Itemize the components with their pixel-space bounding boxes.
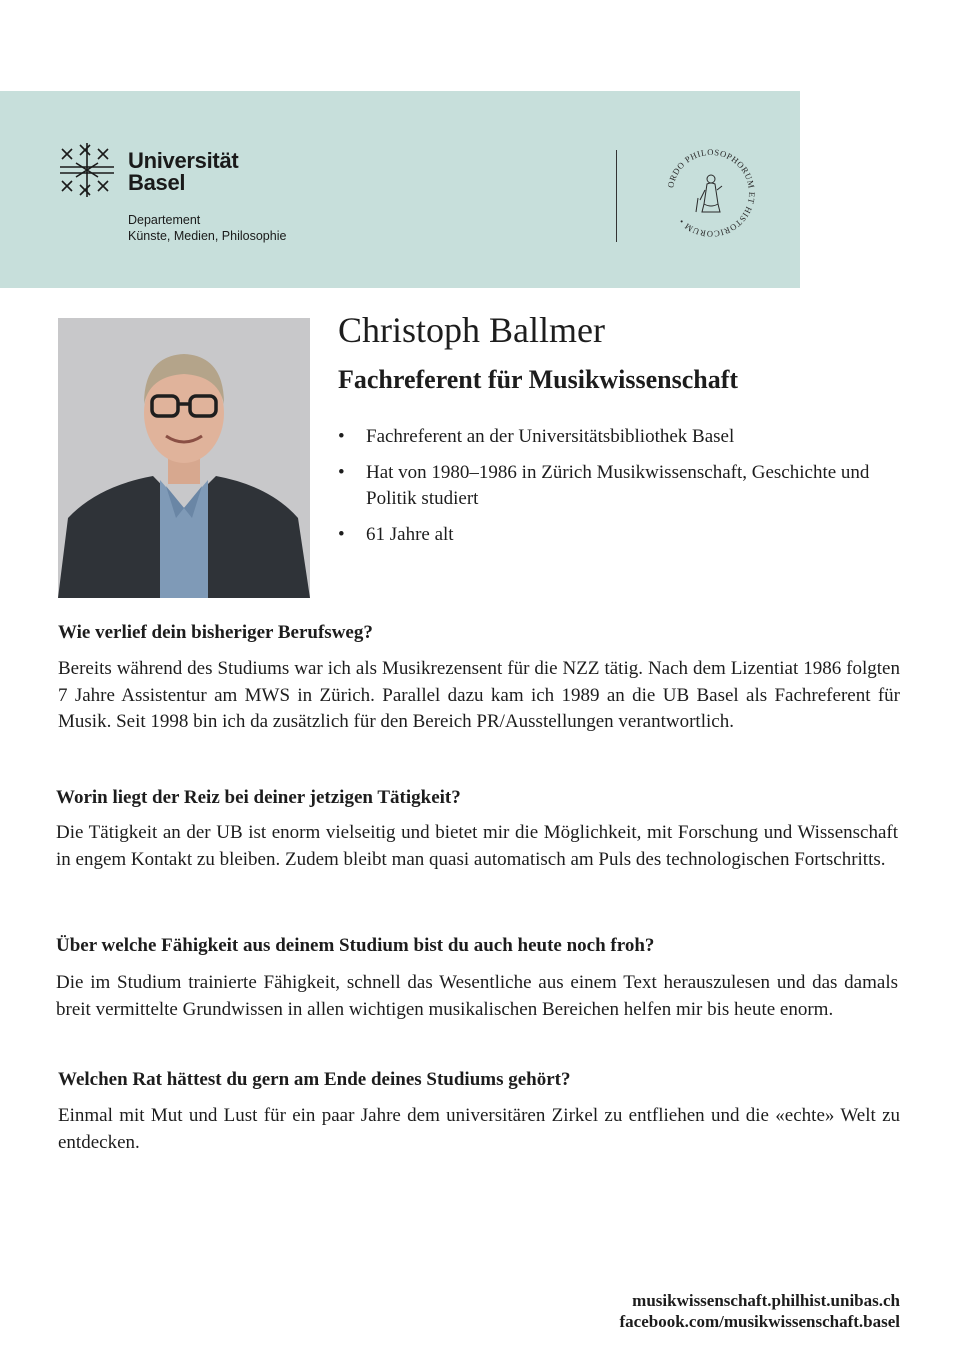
department-label [128, 212, 286, 244]
answer-text: Einmal mit Mut und Lust für ein paar Jahre dem universitären Zirkel zu entfliehen und die «echte» Welt zu entdecken. [58, 1105, 900, 1153]
fact-item: • Fachreferent an der Universitätsbibliothek Basel [338, 424, 904, 450]
website-link[interactable]: musikwissenschaft.philhist.unibas.ch [632, 1291, 900, 1310]
portrait-illustration [58, 318, 310, 598]
faculty-seal-icon [660, 142, 762, 244]
profile-facts [338, 424, 904, 558]
fact-item: • Hat von 1980–1986 in Zürich Musikwissenschaft, Geschichte und Politik studiert [338, 460, 904, 512]
question-heading: Welchen Rat hättest du gern am Ende deines Studiums gehört? [58, 1069, 571, 1090]
department-line-2: Künste, Medien, Philosophie [128, 229, 287, 243]
fact-item: • 61 Jahre alt [338, 522, 904, 548]
profile-role: Fachreferent für Musikwissenschaft [338, 365, 739, 394]
profile-name: Christoph Ballmer [338, 310, 605, 350]
department-line-1: Departement [128, 213, 201, 227]
university-logo-icon [58, 141, 116, 199]
answer-text: Bereits während des Studiums war ich als Musikrezensent für die NZZ tätig. Nach dem Lizentiat 1986 folgten 7 Jahre Assistentur am MWS in Zürich. Parallel dazu kam ich 1989 an die UB Basel als Fachreferent für Musik. Seit 1998 bin ich da zusätzlich für den Bereich PR/Ausstellungen verantwortlich. [58, 658, 900, 732]
logo-line-2: Basel [128, 170, 186, 195]
facebook-link[interactable]: facebook.com/musikwissenschaft.basel [619, 1312, 900, 1331]
question-heading: Worin liegt der Reiz bei deiner jetzigen Tätigkeit? [56, 787, 461, 808]
question-heading: Wie verlief dein bisheriger Berufsweg? [58, 622, 373, 643]
svg-text:ORDO PHILOSOPHORUM ET HISTORIC [665, 147, 757, 239]
answer-text: Die Tätigkeit an der UB ist enorm vielseitig und bietet mir die Möglichkeit, mit Forschung und Wissenschaft in engem Kontakt zu bleiben. Zudem bleibt man quasi automatisch am Puls des technologischen Fortschritts. [56, 822, 898, 870]
portrait-photo [58, 318, 310, 598]
answer-text: Die im Studium trainierte Fähigkeit, schnell das Wesentliche aus einem Text herauszulesen und das damals breit vermittelte Grundwissen in allen wichtigen musikalischen Bereichen helfen mir bis heute enorm. [56, 972, 898, 1020]
seal-text: ORDO PHILOSOPHORUM ET HISTORICORUM • [665, 146, 758, 240]
university-logo-text [128, 150, 238, 194]
footer-links [619, 1290, 900, 1332]
header-divider [616, 150, 617, 242]
question-heading: Über welche Fähigkeit aus deinem Studium bist du auch heute noch froh? [56, 935, 655, 956]
logo-line-1: Universität [128, 148, 239, 173]
